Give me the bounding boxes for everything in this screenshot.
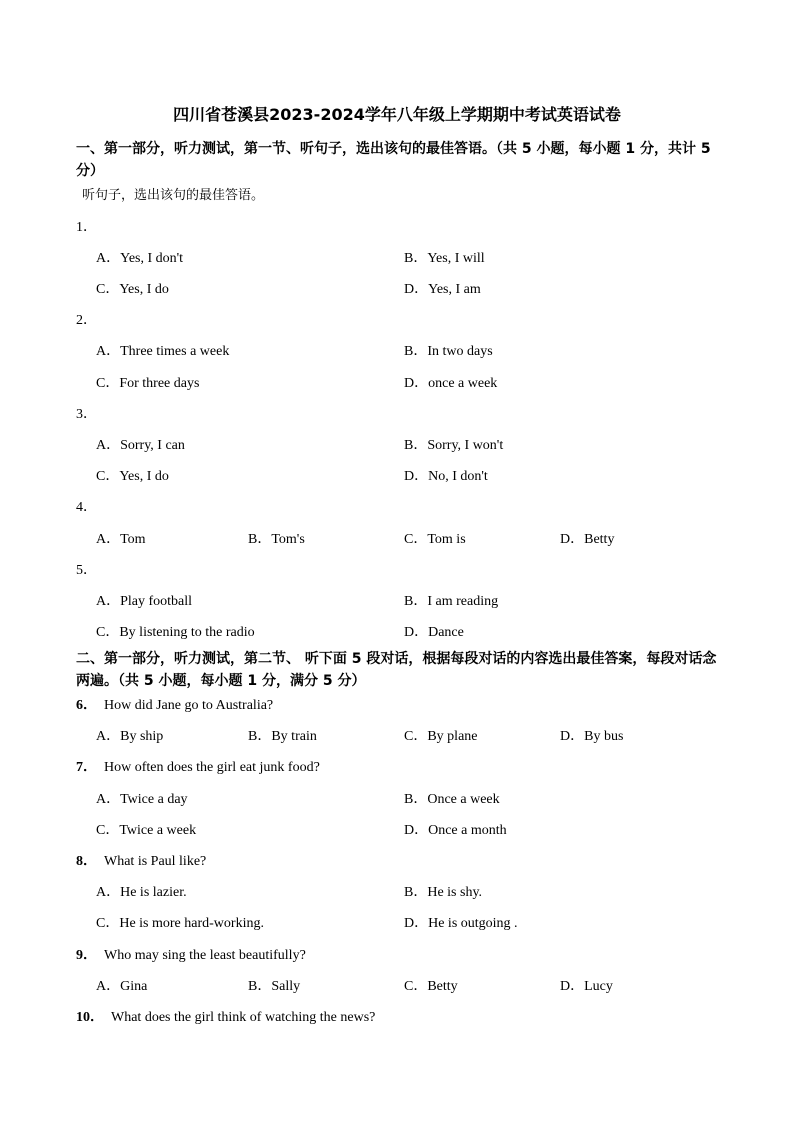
option-a[interactable]: A．Tom [96, 532, 146, 547]
option-d[interactable]: D．Once a month [404, 823, 507, 838]
option-c[interactable]: C．By listening to the radio [96, 625, 255, 640]
option-a[interactable]: A．He is lazier. [96, 885, 187, 900]
question-number: 6． [76, 698, 97, 713]
option-a[interactable]: A．Sorry, I can [96, 438, 185, 453]
question-number: 4． [76, 500, 97, 515]
option-b[interactable]: B．Sorry, I won't [404, 438, 504, 453]
option-d[interactable]: D．No, I don't [404, 469, 488, 484]
option-d[interactable]: D．He is outgoing . [404, 916, 518, 931]
option-d[interactable]: D．once a week [404, 376, 498, 391]
option-a[interactable]: A．Gina [96, 979, 148, 994]
option-b[interactable]: B．I am reading [404, 594, 499, 609]
option-b[interactable]: B．Sally [248, 979, 301, 994]
question-number: 7． [76, 760, 97, 775]
option-a[interactable]: A．Three times a week [96, 344, 230, 359]
question-number: 1． [76, 220, 97, 235]
option-c[interactable]: C．He is more hard-working. [96, 916, 264, 931]
option-c[interactable]: C．Betty [404, 979, 458, 994]
option-a[interactable]: A．Play football [96, 594, 193, 609]
option-b[interactable]: B．Yes, I will [404, 251, 485, 266]
question-text: How did Jane go to Australia? [104, 698, 274, 713]
option-b[interactable]: B．He is shy. [404, 885, 483, 900]
option-c[interactable]: C．Yes, I do [96, 469, 169, 484]
option-c[interactable]: C．By plane [404, 729, 478, 744]
question-number: 5． [76, 563, 97, 578]
option-c[interactable]: C．Twice a week [96, 823, 197, 838]
question-text: How often does the girl eat junk food? [104, 760, 320, 775]
section2-heading: 二、第一部分，听力测试，第二节、 听下面 5 段对话，根据每段对话的内容选出最佳答案，每段对话念两遍。（共 5 小题，每小题 1 分，满分 5 分） [76, 651, 717, 689]
option-d[interactable]: D．Yes, I am [404, 282, 481, 297]
option-b[interactable]: B．In two days [404, 344, 493, 359]
option-d[interactable]: D．Betty [560, 532, 615, 547]
option-b[interactable]: B．Once a week [404, 792, 500, 807]
page-title: 四川省苍溪县2023-2024学年八年级上学期期中考试英语试卷 [173, 105, 621, 124]
question-number: 10． [76, 1010, 104, 1025]
option-c[interactable]: C．Yes, I do [96, 282, 169, 297]
option-d[interactable]: D．Dance [404, 625, 464, 640]
section1-heading: 一、第一部分，听力测试，第一节、听句子，选出该句的最佳答语。（共 5 小题，每小题 1 分，共计 5 分） [76, 141, 711, 179]
option-d[interactable]: D．Lucy [560, 979, 613, 994]
question-number: 2． [76, 313, 97, 328]
question-number: 9． [76, 948, 97, 963]
section1-instruction: 听句子，选出该句的最佳答语。 [82, 188, 265, 203]
option-a[interactable]: A．Twice a day [96, 792, 188, 807]
option-b[interactable]: B．Tom's [248, 532, 305, 547]
question-text: Who may sing the least beautifully? [104, 948, 306, 963]
option-c[interactable]: C．For three days [96, 376, 200, 391]
question-text: What does the girl think of watching the news? [111, 1010, 376, 1025]
option-a[interactable]: A．Yes, I don't [96, 251, 184, 266]
question-number: 3． [76, 407, 97, 422]
option-a[interactable]: A．By ship [96, 729, 164, 744]
option-b[interactable]: B．By train [248, 729, 317, 744]
question-text: What is Paul like? [104, 854, 207, 869]
question-number: 8． [76, 854, 97, 869]
option-c[interactable]: C．Tom is [404, 532, 466, 547]
option-d[interactable]: D．By bus [560, 729, 624, 744]
